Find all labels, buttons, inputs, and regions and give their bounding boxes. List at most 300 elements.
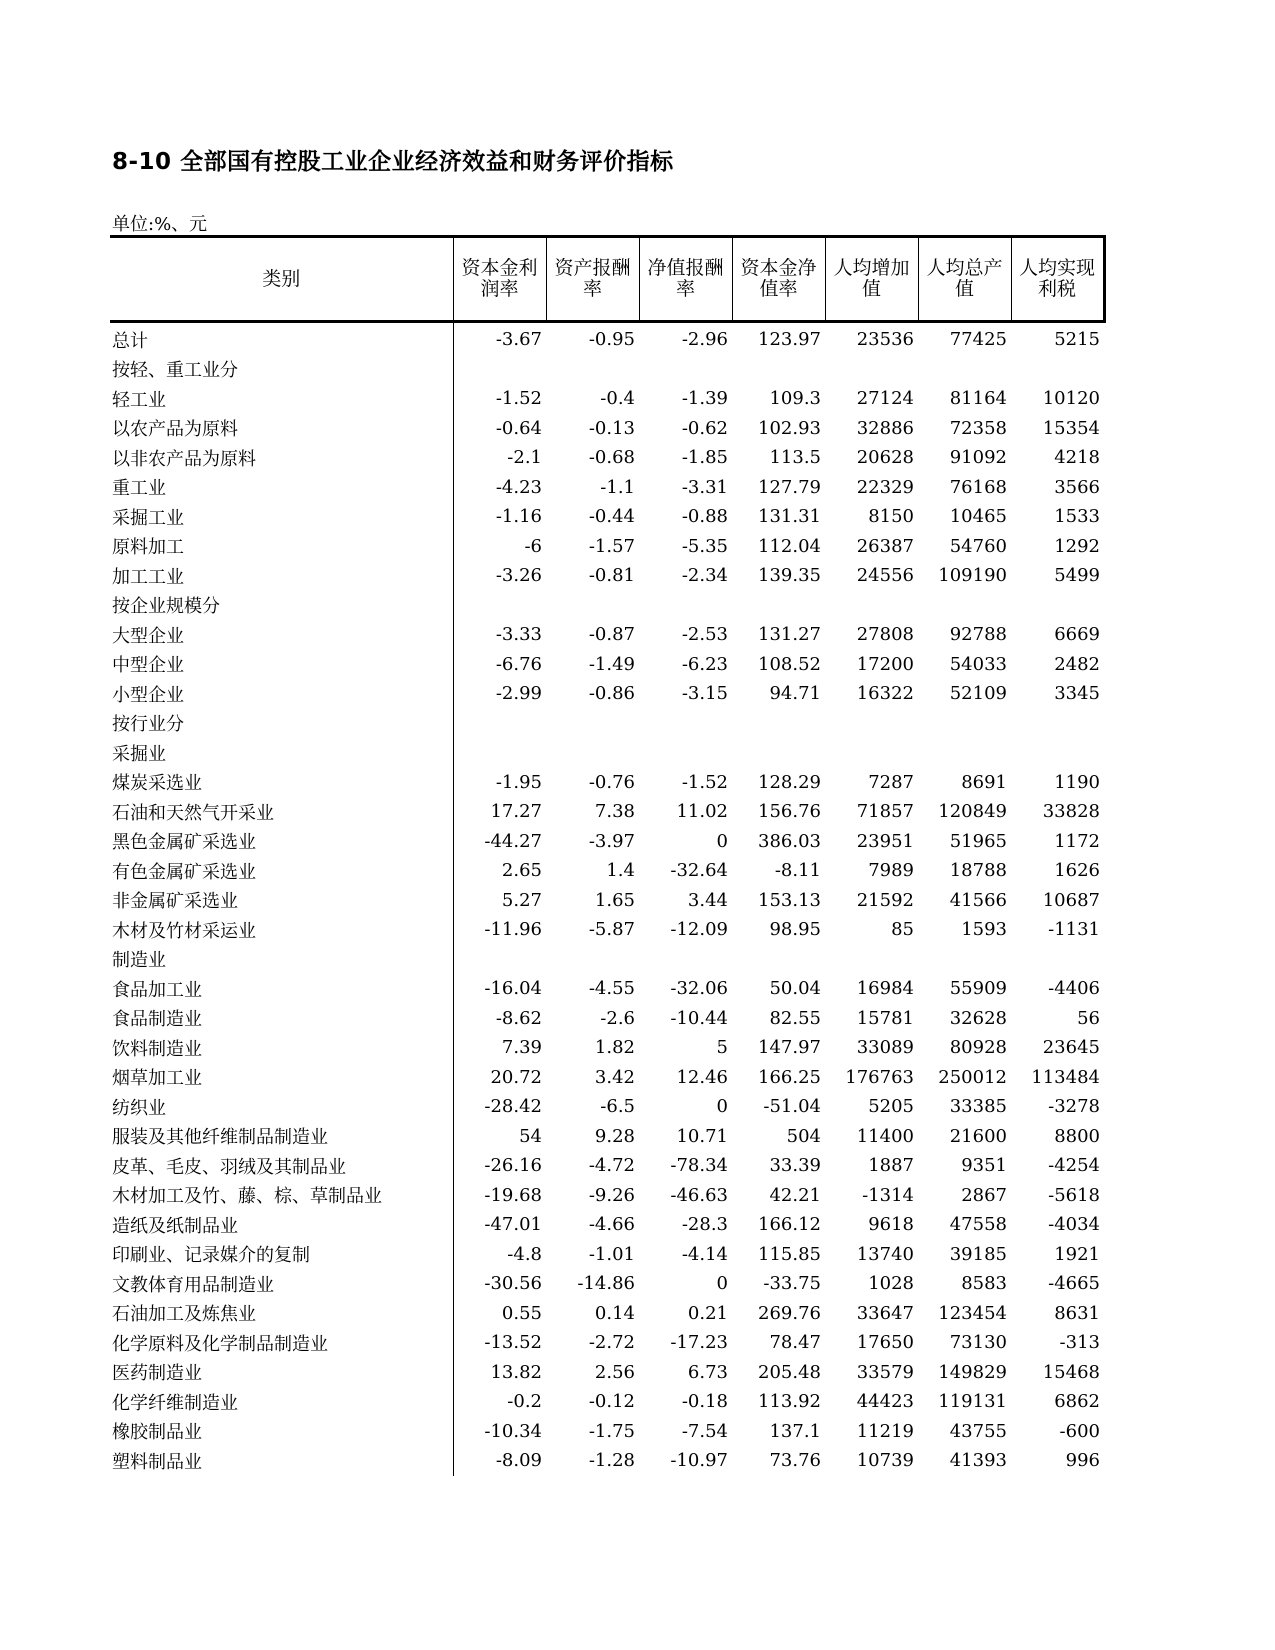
table-row bbox=[110, 591, 1104, 621]
row-value-cell: -5.35 bbox=[681, 535, 728, 557]
row-value-cell: -8.09 bbox=[495, 1450, 542, 1472]
row-value-cell: 76168 bbox=[949, 476, 1007, 498]
row-value-cell: -3.15 bbox=[681, 683, 728, 705]
row-value-cell: 108.52 bbox=[758, 653, 821, 675]
row-value-cell: 7.38 bbox=[594, 801, 635, 823]
row-value-cell: 0 bbox=[716, 1096, 728, 1118]
row-value-cell: -47.01 bbox=[484, 1214, 542, 1236]
table-row bbox=[110, 322, 1104, 355]
table-row bbox=[110, 1210, 1104, 1240]
row-value-cell: 91092 bbox=[949, 447, 1007, 469]
row-value-cell: -1.28 bbox=[588, 1450, 635, 1472]
row-value-cell: 0.55 bbox=[501, 1302, 542, 1324]
table-row bbox=[110, 355, 1104, 385]
row-category-cell: 轻工业 bbox=[110, 384, 453, 414]
header-gross-output-per-capita: 人均总产 值 bbox=[918, 237, 1011, 322]
row-category-cell: 医药制造业 bbox=[110, 1358, 453, 1388]
row-value-cell bbox=[918, 738, 1011, 768]
row-category-cell: 食品加工业 bbox=[110, 974, 453, 1004]
row-value-cell: 27124 bbox=[856, 388, 914, 410]
row-value-cell: 72358 bbox=[949, 417, 1007, 439]
row-value-cell: 10465 bbox=[949, 506, 1007, 528]
row-value-cell: 996 bbox=[1065, 1450, 1100, 1472]
row-value-cell: 71857 bbox=[856, 801, 914, 823]
row-value-cell: -4.66 bbox=[588, 1214, 635, 1236]
row-category-cell: 塑料制品业 bbox=[110, 1446, 453, 1476]
row-value-cell: -32.64 bbox=[670, 860, 728, 882]
row-value-cell: 33828 bbox=[1042, 801, 1100, 823]
row-category-cell: 食品制造业 bbox=[110, 1004, 453, 1034]
row-value-cell: -2.6 bbox=[600, 1007, 635, 1029]
row-category-cell: 小型企业 bbox=[110, 679, 453, 709]
row-value-cell: -0.2 bbox=[507, 1391, 542, 1413]
row-value-cell: 250012 bbox=[938, 1066, 1007, 1088]
row-value-cell: 131.27 bbox=[758, 624, 821, 646]
row-value-cell: -0.95 bbox=[588, 329, 635, 351]
row-value-cell: -33.75 bbox=[763, 1273, 821, 1295]
row-category-cell: 采掘工业 bbox=[110, 502, 453, 532]
row-value-cell bbox=[546, 709, 639, 739]
row-value-cell bbox=[825, 738, 918, 768]
row-value-cell: 92788 bbox=[949, 624, 1007, 646]
row-value-cell bbox=[546, 355, 639, 385]
row-value-cell: -12.09 bbox=[670, 919, 728, 941]
row-value-cell: 13.82 bbox=[490, 1361, 542, 1383]
row-value-cell: 33647 bbox=[856, 1302, 914, 1324]
table-row bbox=[110, 473, 1104, 503]
row-category-cell: 石油加工及炼焦业 bbox=[110, 1299, 453, 1329]
row-category-cell: 按行业分 bbox=[110, 709, 453, 739]
row-value-cell: 26387 bbox=[856, 535, 914, 557]
row-value-cell: -2.72 bbox=[588, 1332, 635, 1354]
row-value-cell: 1593 bbox=[961, 919, 1007, 941]
row-value-cell: -0.12 bbox=[588, 1391, 635, 1413]
row-value-cell: 2867 bbox=[961, 1184, 1007, 1206]
row-value-cell: 24556 bbox=[856, 565, 914, 587]
table-row bbox=[110, 827, 1104, 857]
row-value-cell: 55909 bbox=[949, 978, 1007, 1000]
row-value-cell: -1.1 bbox=[600, 476, 635, 498]
row-value-cell: 5.27 bbox=[501, 889, 542, 911]
row-value-cell bbox=[1011, 945, 1104, 975]
row-category-cell: 加工工业 bbox=[110, 561, 453, 591]
row-value-cell bbox=[546, 738, 639, 768]
header-capital-net-worth-rate: 资本金净 值率 bbox=[732, 237, 825, 322]
row-value-cell: 109190 bbox=[938, 565, 1007, 587]
row-value-cell bbox=[453, 709, 546, 739]
row-value-cell: 17200 bbox=[856, 653, 914, 675]
row-value-cell: 9.28 bbox=[594, 1125, 635, 1147]
row-value-cell: 386.03 bbox=[758, 830, 821, 852]
row-value-cell: -5618 bbox=[1048, 1184, 1100, 1206]
row-value-cell bbox=[732, 355, 825, 385]
row-value-cell: -10.34 bbox=[484, 1420, 542, 1442]
row-category-cell: 按轻、重工业分 bbox=[110, 355, 453, 385]
row-value-cell: -17.23 bbox=[670, 1332, 728, 1354]
row-value-cell: -4254 bbox=[1048, 1155, 1100, 1177]
row-value-cell: 1172 bbox=[1054, 830, 1100, 852]
row-value-cell: 39185 bbox=[949, 1243, 1007, 1265]
row-value-cell: 1.4 bbox=[606, 860, 635, 882]
row-value-cell: 22329 bbox=[856, 476, 914, 498]
row-value-cell: 82.55 bbox=[769, 1007, 821, 1029]
row-value-cell: -4.55 bbox=[588, 978, 635, 1000]
row-value-cell: 8150 bbox=[868, 506, 914, 528]
row-value-cell: 73.76 bbox=[769, 1450, 821, 1472]
row-value-cell: -46.63 bbox=[670, 1184, 728, 1206]
row-value-cell: -0.18 bbox=[681, 1391, 728, 1413]
row-value-cell: 102.93 bbox=[758, 417, 821, 439]
row-value-cell: 1887 bbox=[868, 1155, 914, 1177]
row-value-cell: 47558 bbox=[949, 1214, 1007, 1236]
row-value-cell: -3278 bbox=[1048, 1096, 1100, 1118]
row-value-cell: -2.53 bbox=[681, 624, 728, 646]
row-value-cell: 269.76 bbox=[758, 1302, 821, 1324]
row-value-cell: -8.62 bbox=[495, 1007, 542, 1029]
row-value-cell: -1131 bbox=[1048, 919, 1100, 941]
unit-label: 单位:%、元 bbox=[112, 214, 208, 235]
row-value-cell: 0 bbox=[716, 1273, 728, 1295]
row-value-cell: 54033 bbox=[949, 653, 1007, 675]
table-row bbox=[110, 797, 1104, 827]
row-category-cell: 以农产品为原料 bbox=[110, 414, 453, 444]
row-value-cell: 16984 bbox=[856, 978, 914, 1000]
row-value-cell: 12.46 bbox=[676, 1066, 728, 1088]
table-body bbox=[110, 322, 1104, 1476]
header-capital-profit-rate: 资本金利 润率 bbox=[453, 237, 546, 322]
row-value-cell: 6.73 bbox=[687, 1361, 728, 1383]
row-value-cell: 8583 bbox=[961, 1273, 1007, 1295]
row-value-cell: 23645 bbox=[1042, 1037, 1100, 1059]
row-value-cell: 1.82 bbox=[594, 1037, 635, 1059]
row-value-cell: 18788 bbox=[949, 860, 1007, 882]
row-value-cell: -32.06 bbox=[670, 978, 728, 1000]
row-value-cell: -78.34 bbox=[670, 1155, 728, 1177]
row-value-cell: -30.56 bbox=[484, 1273, 542, 1295]
row-value-cell: -1.01 bbox=[588, 1243, 635, 1265]
row-value-cell: 80928 bbox=[949, 1037, 1007, 1059]
row-value-cell: 10120 bbox=[1042, 388, 1100, 410]
row-value-cell bbox=[546, 945, 639, 975]
row-value-cell bbox=[1011, 709, 1104, 739]
row-value-cell: 17.27 bbox=[490, 801, 542, 823]
row-value-cell bbox=[639, 945, 732, 975]
row-value-cell: -19.68 bbox=[484, 1184, 542, 1206]
row-value-cell: -51.04 bbox=[763, 1096, 821, 1118]
row-value-cell: -9.26 bbox=[588, 1184, 635, 1206]
row-category-cell: 重工业 bbox=[110, 473, 453, 503]
row-value-cell bbox=[453, 355, 546, 385]
table-row bbox=[110, 443, 1104, 473]
row-value-cell: 42.21 bbox=[769, 1184, 821, 1206]
row-value-cell: -0.86 bbox=[588, 683, 635, 705]
table-row bbox=[110, 1122, 1104, 1152]
row-value-cell: -4.8 bbox=[507, 1243, 542, 1265]
row-category-cell: 造纸及纸制品业 bbox=[110, 1210, 453, 1240]
table-row bbox=[110, 856, 1104, 886]
row-category-cell: 印刷业、记录媒介的复制 bbox=[110, 1240, 453, 1270]
table-row bbox=[110, 915, 1104, 945]
row-value-cell: 8691 bbox=[961, 771, 1007, 793]
row-value-cell: -16.04 bbox=[484, 978, 542, 1000]
row-value-cell: -0.13 bbox=[588, 417, 635, 439]
row-value-cell: -1.39 bbox=[681, 388, 728, 410]
row-value-cell: 6669 bbox=[1054, 624, 1100, 646]
row-value-cell bbox=[639, 709, 732, 739]
row-category-cell: 非金属矿采选业 bbox=[110, 886, 453, 916]
row-category-cell: 木材及竹材采运业 bbox=[110, 915, 453, 945]
row-value-cell bbox=[453, 591, 546, 621]
row-category-cell: 化学纤维制造业 bbox=[110, 1387, 453, 1417]
row-value-cell: 147.97 bbox=[758, 1037, 821, 1059]
row-value-cell: 15354 bbox=[1042, 417, 1100, 439]
row-value-cell: -28.3 bbox=[681, 1214, 728, 1236]
row-value-cell bbox=[1011, 738, 1104, 768]
row-value-cell: 11219 bbox=[856, 1420, 914, 1442]
row-value-cell: 5205 bbox=[868, 1096, 914, 1118]
row-value-cell: 137.1 bbox=[769, 1420, 821, 1442]
row-value-cell: 43755 bbox=[949, 1420, 1007, 1442]
row-value-cell: 127.79 bbox=[758, 476, 821, 498]
row-value-cell: -0.62 bbox=[681, 417, 728, 439]
row-value-cell: 7287 bbox=[868, 771, 914, 793]
row-value-cell: -600 bbox=[1059, 1420, 1100, 1442]
row-category-cell: 总计 bbox=[110, 322, 453, 355]
row-value-cell: 20.72 bbox=[490, 1066, 542, 1088]
header-category: 类别 bbox=[110, 237, 453, 322]
row-value-cell: -0.44 bbox=[588, 506, 635, 528]
row-value-cell: -3.31 bbox=[681, 476, 728, 498]
row-value-cell: 113.5 bbox=[769, 447, 821, 469]
row-value-cell bbox=[918, 945, 1011, 975]
row-value-cell bbox=[918, 591, 1011, 621]
row-value-cell: 33089 bbox=[856, 1037, 914, 1059]
row-value-cell: -2.1 bbox=[507, 447, 542, 469]
table-row bbox=[110, 1004, 1104, 1034]
row-value-cell bbox=[639, 591, 732, 621]
row-value-cell: 77425 bbox=[949, 329, 1007, 351]
row-value-cell: 41566 bbox=[949, 889, 1007, 911]
row-value-cell bbox=[918, 709, 1011, 739]
row-value-cell: -6.23 bbox=[681, 653, 728, 675]
row-value-cell: -0.87 bbox=[588, 624, 635, 646]
row-value-cell: -7.54 bbox=[681, 1420, 728, 1442]
row-category-cell: 石油和天然气开采业 bbox=[110, 797, 453, 827]
row-value-cell: -3.33 bbox=[495, 624, 542, 646]
row-category-cell: 服装及其他纤维制品制造业 bbox=[110, 1122, 453, 1152]
row-value-cell: -4.14 bbox=[681, 1243, 728, 1265]
row-value-cell: -13.52 bbox=[484, 1332, 542, 1354]
row-value-cell bbox=[918, 355, 1011, 385]
row-value-cell: 3.42 bbox=[594, 1066, 635, 1088]
row-value-cell: -8.11 bbox=[774, 860, 821, 882]
row-value-cell: 27808 bbox=[856, 624, 914, 646]
row-value-cell: 5499 bbox=[1054, 565, 1100, 587]
row-value-cell: 153.13 bbox=[758, 889, 821, 911]
table-row bbox=[110, 1151, 1104, 1181]
indicator-table bbox=[110, 235, 1106, 1476]
row-value-cell: 11400 bbox=[856, 1125, 914, 1147]
row-value-cell: 1.65 bbox=[594, 889, 635, 911]
row-value-cell: 1533 bbox=[1054, 506, 1100, 528]
row-category-cell: 原料加工 bbox=[110, 532, 453, 562]
table-row bbox=[110, 1240, 1104, 1270]
table-row bbox=[110, 1092, 1104, 1122]
row-value-cell: 123454 bbox=[938, 1302, 1007, 1324]
row-value-cell bbox=[825, 945, 918, 975]
row-value-cell: 15781 bbox=[856, 1007, 914, 1029]
row-value-cell: -0.4 bbox=[600, 388, 635, 410]
row-value-cell bbox=[1011, 355, 1104, 385]
row-value-cell: -0.68 bbox=[588, 447, 635, 469]
row-value-cell: 156.76 bbox=[758, 801, 821, 823]
row-category-cell: 大型企业 bbox=[110, 620, 453, 650]
row-value-cell: 17650 bbox=[856, 1332, 914, 1354]
row-value-cell: 94.71 bbox=[769, 683, 821, 705]
row-value-cell: -14.86 bbox=[577, 1273, 635, 1295]
page-title: 8-10 全部国有控股工业企业经济效益和财务评价指标 bbox=[112, 149, 674, 175]
row-value-cell: 0.14 bbox=[594, 1302, 635, 1324]
row-value-cell: 13740 bbox=[856, 1243, 914, 1265]
row-value-cell: 50.04 bbox=[769, 978, 821, 1000]
row-value-cell: -44.27 bbox=[484, 830, 542, 852]
row-value-cell: 8800 bbox=[1054, 1125, 1100, 1147]
row-value-cell: 21592 bbox=[856, 889, 914, 911]
row-value-cell: -1.85 bbox=[681, 447, 728, 469]
header-value-added-per-capita: 人均增加 值 bbox=[825, 237, 918, 322]
row-value-cell bbox=[732, 945, 825, 975]
row-value-cell: -10.44 bbox=[670, 1007, 728, 1029]
row-value-cell bbox=[732, 591, 825, 621]
row-value-cell: 1292 bbox=[1054, 535, 1100, 557]
row-value-cell: 112.04 bbox=[758, 535, 821, 557]
row-category-cell: 以非农产品为原料 bbox=[110, 443, 453, 473]
row-value-cell: 0 bbox=[716, 830, 728, 852]
row-value-cell: 131.31 bbox=[758, 506, 821, 528]
row-value-cell: 21600 bbox=[949, 1125, 1007, 1147]
row-value-cell: 149829 bbox=[938, 1361, 1007, 1383]
row-value-cell: 10687 bbox=[1042, 889, 1100, 911]
row-category-cell: 化学原料及化学制品制造业 bbox=[110, 1328, 453, 1358]
row-value-cell: -3.26 bbox=[495, 565, 542, 587]
row-value-cell: 33.39 bbox=[769, 1155, 821, 1177]
row-value-cell: 113.92 bbox=[758, 1391, 821, 1413]
row-value-cell: 139.35 bbox=[758, 565, 821, 587]
header-net-worth-return-rate: 净值报酬 率 bbox=[639, 237, 732, 322]
row-value-cell: 7989 bbox=[868, 860, 914, 882]
table-row bbox=[110, 679, 1104, 709]
table-header-row bbox=[110, 237, 1104, 322]
row-value-cell bbox=[732, 709, 825, 739]
row-value-cell: -4406 bbox=[1048, 978, 1100, 1000]
row-value-cell: -4665 bbox=[1048, 1273, 1100, 1295]
row-category-cell: 木材加工及竹、藤、棕、草制品业 bbox=[110, 1181, 453, 1211]
row-value-cell: 1626 bbox=[1054, 860, 1100, 882]
row-value-cell: 16322 bbox=[856, 683, 914, 705]
row-value-cell: 2.56 bbox=[594, 1361, 635, 1383]
row-value-cell: 10739 bbox=[856, 1450, 914, 1472]
table-row bbox=[110, 1387, 1104, 1417]
row-value-cell: 115.85 bbox=[758, 1243, 821, 1265]
row-value-cell: 33579 bbox=[856, 1361, 914, 1383]
row-value-cell bbox=[453, 945, 546, 975]
row-value-cell: 54760 bbox=[949, 535, 1007, 557]
row-value-cell: 41393 bbox=[949, 1450, 1007, 1472]
table-row bbox=[110, 1033, 1104, 1063]
row-value-cell: 166.25 bbox=[758, 1066, 821, 1088]
row-value-cell: -6.76 bbox=[495, 653, 542, 675]
row-value-cell: 85 bbox=[891, 919, 914, 941]
row-value-cell: 504 bbox=[786, 1125, 821, 1147]
table-row bbox=[110, 532, 1104, 562]
row-value-cell: 23536 bbox=[856, 329, 914, 351]
row-category-cell: 饮料制造业 bbox=[110, 1033, 453, 1063]
row-value-cell bbox=[639, 738, 732, 768]
row-value-cell: 166.12 bbox=[758, 1214, 821, 1236]
row-value-cell: 73130 bbox=[949, 1332, 1007, 1354]
row-value-cell: 1921 bbox=[1054, 1243, 1100, 1265]
table-row bbox=[110, 738, 1104, 768]
row-value-cell: 8631 bbox=[1054, 1302, 1100, 1324]
row-value-cell: -3.97 bbox=[588, 830, 635, 852]
row-value-cell: -313 bbox=[1059, 1332, 1100, 1354]
table-row bbox=[110, 1181, 1104, 1211]
row-value-cell: 7.39 bbox=[501, 1037, 542, 1059]
table-row bbox=[110, 1328, 1104, 1358]
row-category-cell: 皮革、毛皮、羽绒及其制品业 bbox=[110, 1151, 453, 1181]
row-value-cell: -26.16 bbox=[484, 1155, 542, 1177]
row-value-cell: 1028 bbox=[868, 1273, 914, 1295]
table-row bbox=[110, 1358, 1104, 1388]
row-value-cell: 56 bbox=[1077, 1007, 1100, 1029]
row-value-cell bbox=[732, 738, 825, 768]
row-value-cell: 3345 bbox=[1054, 683, 1100, 705]
row-category-cell: 烟草加工业 bbox=[110, 1063, 453, 1093]
row-value-cell: 52109 bbox=[949, 683, 1007, 705]
row-value-cell bbox=[825, 355, 918, 385]
row-value-cell: 5 bbox=[716, 1037, 728, 1059]
table-row bbox=[110, 620, 1104, 650]
row-category-cell: 纺织业 bbox=[110, 1092, 453, 1122]
row-value-cell: 120849 bbox=[938, 801, 1007, 823]
row-value-cell: 109.3 bbox=[769, 388, 821, 410]
row-category-cell: 橡胶制品业 bbox=[110, 1417, 453, 1447]
table-row bbox=[110, 886, 1104, 916]
row-value-cell: 32628 bbox=[949, 1007, 1007, 1029]
row-value-cell: 4218 bbox=[1054, 447, 1100, 469]
row-value-cell: 23951 bbox=[856, 830, 914, 852]
row-value-cell: -6.5 bbox=[600, 1096, 635, 1118]
row-value-cell: -0.88 bbox=[681, 506, 728, 528]
row-value-cell: 20628 bbox=[856, 447, 914, 469]
row-value-cell: -3.67 bbox=[495, 329, 542, 351]
row-value-cell: -28.42 bbox=[484, 1096, 542, 1118]
row-value-cell: 3.44 bbox=[687, 889, 728, 911]
table-row bbox=[110, 650, 1104, 680]
row-value-cell: 51965 bbox=[949, 830, 1007, 852]
row-value-cell bbox=[825, 591, 918, 621]
row-value-cell: -1.52 bbox=[495, 388, 542, 410]
row-value-cell: 11.02 bbox=[676, 801, 728, 823]
row-value-cell: 2.65 bbox=[501, 860, 542, 882]
row-value-cell: -0.76 bbox=[588, 771, 635, 793]
row-value-cell: 205.48 bbox=[758, 1361, 821, 1383]
row-value-cell: -11.96 bbox=[484, 919, 542, 941]
row-value-cell bbox=[825, 709, 918, 739]
row-category-cell: 制造业 bbox=[110, 945, 453, 975]
row-value-cell: -2.99 bbox=[495, 683, 542, 705]
row-value-cell bbox=[1011, 591, 1104, 621]
